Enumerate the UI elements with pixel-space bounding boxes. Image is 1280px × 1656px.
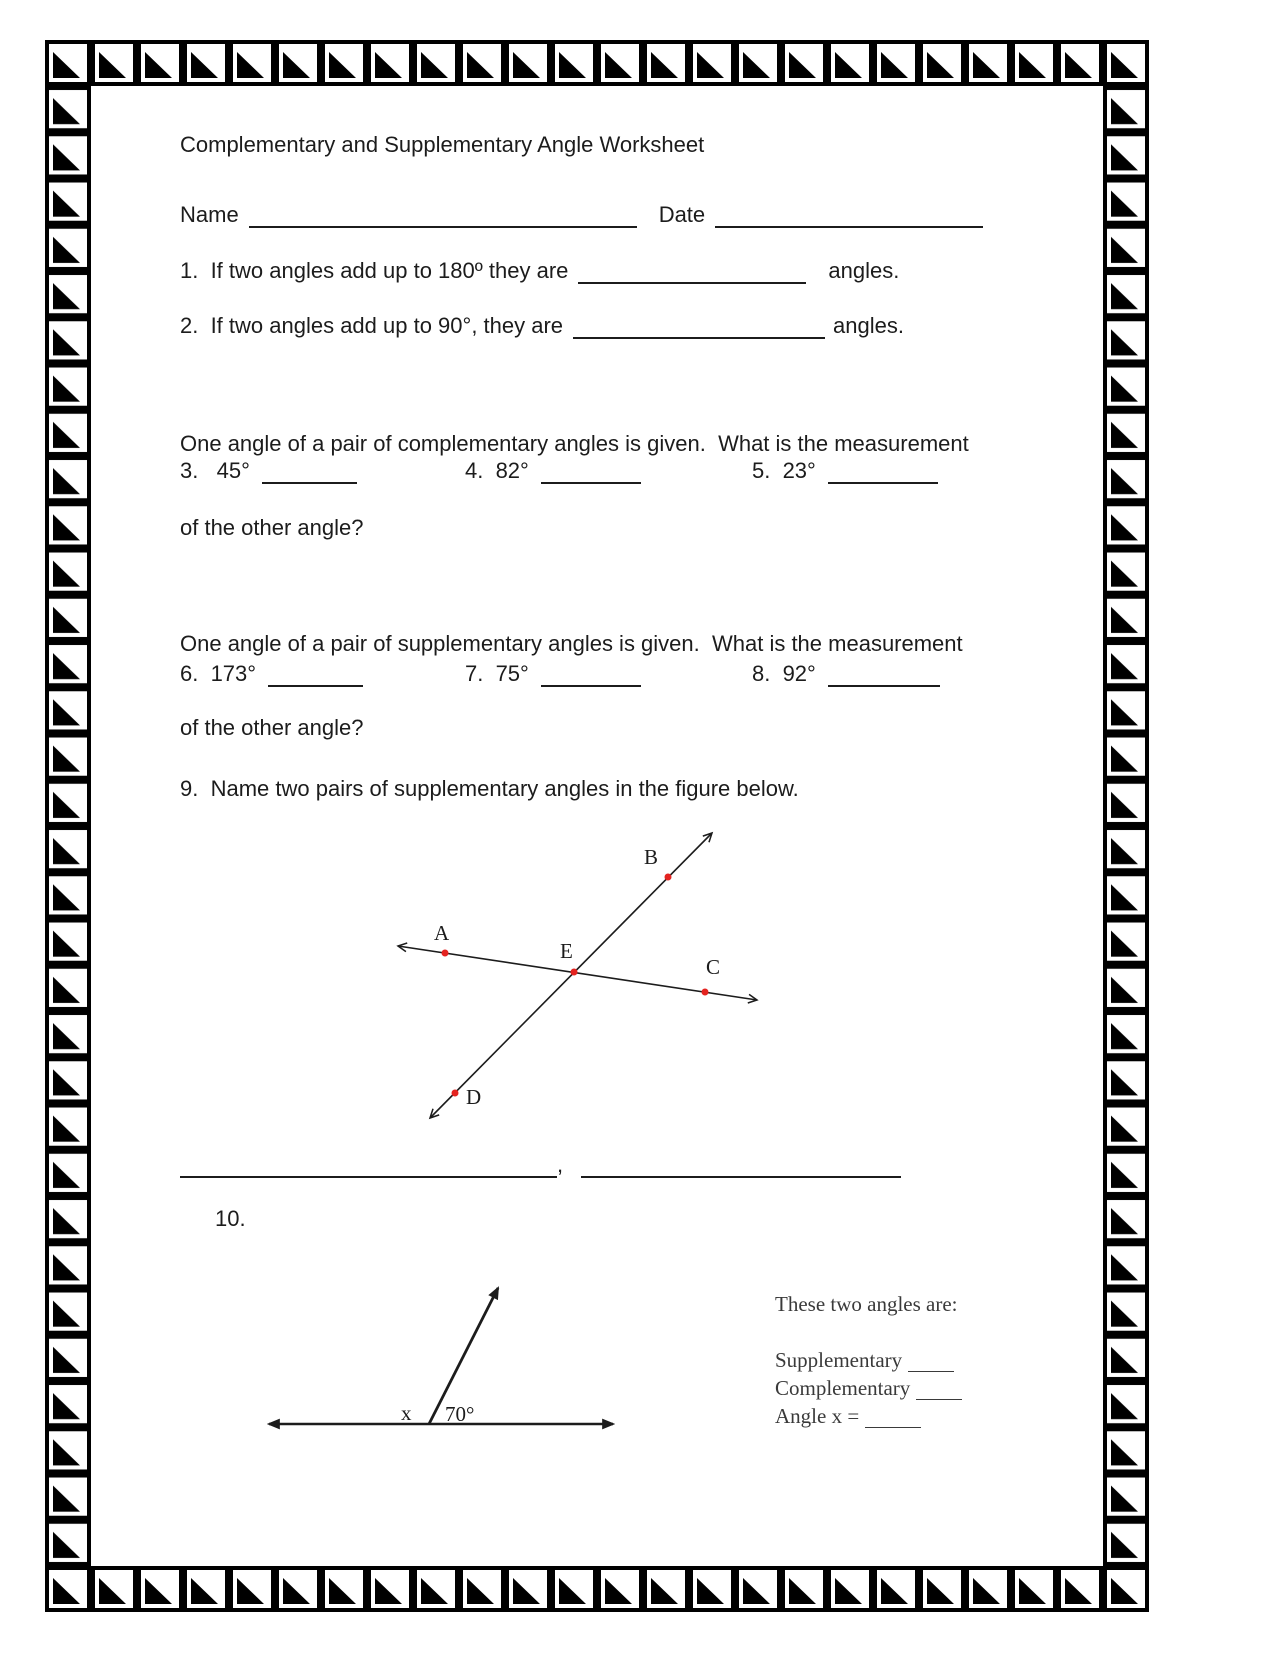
name-label: Name <box>180 202 239 227</box>
border-left <box>45 86 91 1566</box>
point-c-dot <box>702 989 709 996</box>
name-date-row <box>180 202 983 228</box>
point-d-label: D <box>466 1085 482 1109</box>
page-title: Complementary and Supplementary Angle Worksheet <box>180 132 705 157</box>
point-b-dot <box>665 874 672 881</box>
q7-answer-blank <box>541 663 641 687</box>
q4-answer-blank <box>541 460 641 484</box>
question-4 <box>465 458 641 484</box>
figure-10 <box>255 1272 655 1442</box>
question-7-label: 7. 75° <box>465 661 529 686</box>
question-2 <box>180 313 904 339</box>
point-b-label: B <box>644 845 659 869</box>
q9-answer-blank-1 <box>180 1154 557 1178</box>
question-3-label: 3. 45° <box>180 458 250 483</box>
question-5-label: 5. 23° <box>752 458 816 483</box>
question-6-label: 6. 173° <box>180 661 257 686</box>
q9-answer-separator: , <box>557 1152 564 1177</box>
option-supplementary-label: Supplementary <box>775 1348 903 1372</box>
complementary-intro-line2: of the other angle? <box>180 515 364 540</box>
q9-answer-row <box>180 1152 901 1178</box>
question-6 <box>180 661 363 687</box>
question-4-label: 4. 82° <box>465 458 529 483</box>
point-d-dot <box>452 1090 459 1097</box>
question-5 <box>752 458 938 484</box>
q2-answer-blank <box>573 315 825 339</box>
question-2-suffix: angles. <box>833 313 904 338</box>
q5-answer-blank <box>828 460 938 484</box>
q1-answer-blank <box>578 260 806 284</box>
question-1-text: 1. If two angles add up to 180º they are <box>180 258 569 283</box>
question-8 <box>752 661 940 687</box>
question-2-text: 2. If two angles add up to 90°, they are <box>180 313 564 338</box>
question-9: 9. Name two pairs of supplementary angles in the figure below. <box>180 776 799 801</box>
angle-x-blank <box>865 1406 921 1428</box>
angle-x-label: x <box>401 1401 412 1425</box>
option-complementary-label: Complementary <box>775 1376 911 1400</box>
supplementary-intro-line1: One angle of a pair of supplementary angles is given. What is the measurement <box>180 631 963 656</box>
question-7 <box>465 661 641 687</box>
angle-70-label: 70° <box>445 1402 475 1426</box>
complementary-intro-line1: One angle of a pair of complementary angles is given. What is the measurement <box>180 431 969 456</box>
supplementary-intro-line2: of the other angle? <box>180 715 364 740</box>
date-blank <box>715 204 983 228</box>
figure-9 <box>390 826 770 1126</box>
q9-answer-blank-2 <box>581 1154 901 1178</box>
q6-answer-blank <box>268 663 363 687</box>
name-blank <box>249 204 637 228</box>
supplementary-blank <box>908 1350 954 1372</box>
point-c-label: C <box>706 955 721 979</box>
q3-answer-blank <box>262 460 357 484</box>
option-complementary <box>775 1374 962 1402</box>
point-a-dot <box>442 950 449 957</box>
q8-answer-blank <box>828 663 940 687</box>
question-1-suffix: angles. <box>828 258 900 283</box>
point-e-label: E <box>560 939 573 963</box>
border-bottom <box>45 1566 1149 1612</box>
option-supplementary <box>775 1346 962 1374</box>
question-3 <box>180 458 357 484</box>
complementary-intro <box>180 374 969 598</box>
border-right <box>1103 86 1149 1566</box>
q10-prompt-heading: These two angles are: <box>775 1292 958 1316</box>
point-e-dot <box>571 969 578 976</box>
point-a-label: A <box>434 921 450 945</box>
question-8-label: 8. 92° <box>752 661 816 686</box>
question-10-number: 10. <box>215 1206 246 1231</box>
border-top <box>45 40 1149 86</box>
q10-options <box>775 1346 962 1430</box>
question-1 <box>180 258 899 284</box>
option-angle-x <box>775 1402 962 1430</box>
complementary-blank <box>916 1378 962 1400</box>
option-angle-x-label: Angle x = <box>775 1404 860 1428</box>
date-label: Date <box>658 202 706 227</box>
